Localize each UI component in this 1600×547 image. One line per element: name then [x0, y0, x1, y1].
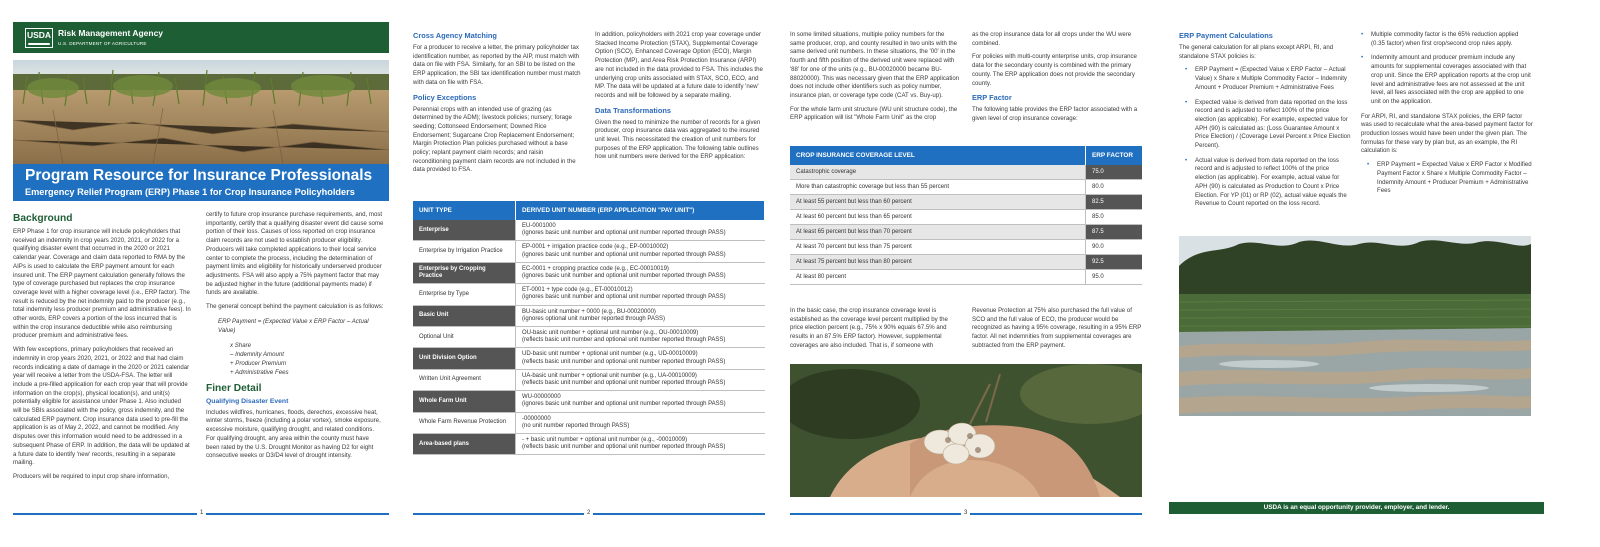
page-subtitle: Emergency Relief Program (ERP) Phase 1 for Crop Insurance Policyholders: [25, 187, 355, 197]
unit-type-cell: Enterprise by Cropping Practice: [413, 262, 516, 283]
erp-factor-intro: The following table provides the ERP factor associated with a given level of crop insurance coverage:: [972, 106, 1138, 122]
flooded-field-photo: [1179, 236, 1531, 416]
page3-column-1: [790, 31, 960, 128]
unit-type-cell: Optional Unit: [413, 327, 516, 348]
derived-unit-cell: [516, 391, 765, 412]
background-paragraph-2: With few exceptions, primary policyholders that received an indemnity in crop years 2020, 2021, or 2022 and that had claim records indicating a date of damage in the 2020 or 2021 calendar year will receive a letter from the USDA-FSA. The letter will include a pre-filled application for each crop year that will provide information on the crop(s), physical location(s), and unit(s) potentially eligible for assistance under Phase 1. Also included will be SBIs associated with the policy, gross indemnity, and the calculated ERP payment. Crop insurance data used to pre-fill the application is as of May 2, 2022, and cannot be modified. Any disputes over this information would need to be addressed in a subsequent Phase of ERP. In addition, the data will be updated at a future date to identify 'new' records, resulting in a separate mailing.: [13, 346, 190, 467]
table-row: [413, 220, 765, 241]
table-row: [413, 262, 765, 283]
derived-unit-line: - + basic unit number + optional unit number (e.g., -00010009): [522, 437, 688, 444]
erp-factor-cell: 80.0: [1086, 180, 1143, 195]
bullet-item: • ERP Payment = (Expected Value x ERP Factor – Actual Value) x Share x Multiple Commodity Factor – Indemnity Amount + Producer Premium + Administrative Fees: [1185, 66, 1351, 92]
coverage-explanation: In the basic case, the crop insurance coverage level is established as the coverage level percent multiplied by the price election percent (e.g., 75% x 90% equals 67.5% and results in an 87.5% ERP factor). However, supplemental coverages are also included. That is, if someone with: [790, 307, 948, 349]
background-column-2: [206, 211, 384, 466]
erp-factor-cell: 85.0: [1086, 210, 1143, 225]
unit-type-cell: Basic Unit: [413, 305, 516, 326]
derived-unit-cell: [516, 262, 765, 283]
bullet-item: • Indemnity amount and producer premium include any amounts for supplemental coverages associated with that crop unit. Since the ERP application reports at the crop unit level and administrative fees are not assessed at the unit level, all fees associated with the crop are applied to one unit on the application.: [1361, 54, 1533, 106]
page3-after-table-1: [790, 307, 960, 356]
table-row: [790, 225, 1142, 240]
unit-type-header: UNIT TYPE: [413, 201, 516, 220]
background-continued: certify to future crop insurance purchase requirements, and, most importantly, certify that a qualifying disaster event did cause some portion of their loss. Causes of loss reported on crop insurance claim records are not used to establish producer eligibility. Producers will take completed applications to their local service center to complete the process, including the determination of payment limits and eligibility for historically underserved producer adjustments. FSA will also apply a 75% payment factor that may be adjusted higher in the future (additional payments made) if funds are available.: [206, 211, 384, 297]
calculation-intro: The general concept behind the payment calculation is as follows:: [206, 303, 384, 311]
page-number: 3: [961, 510, 970, 516]
derived-unit-note: (ignores basic unit number and optional unit number reported through PASS): [522, 401, 726, 408]
table-row: [790, 165, 1142, 180]
multi-county-text: For policies with multi-county enterprise units, crop insurance data for the secondary county is combined with the primary county. The ERP application does not provide the secondary county.: [972, 53, 1137, 87]
qualifying-disaster-heading: Qualifying Disaster Event: [206, 397, 289, 405]
derived-unit-note: (ignores basic unit number and optional unit number reported through PASS): [522, 273, 726, 280]
page4-column-1: [1179, 31, 1351, 215]
derived-unit-cell: [516, 305, 765, 326]
page3-column-2: [972, 31, 1142, 129]
bullet-item: • Actual value is derived from data reported on the loss record and is adjusted to reflect 100% of the price election (as applicable). For example, actual value for APH (90) is calculated as Production to Count x Price Election. For YP (01) or RP (02), actual value equals the Revenue to Count reported on the loss record.: [1185, 157, 1351, 209]
agency-name: Risk Management Agency: [58, 28, 164, 38]
coverage-level-cell: At least 60 percent but less than 65 percent: [790, 210, 1086, 225]
derived-unit-note: (reflects basic unit number and optional unit number reported through PASS): [522, 380, 726, 387]
bullet-item: • Multiple commodity factor is the 65% reduction applied (0.35 factor) when first crop/second crop rules apply.: [1361, 31, 1533, 48]
background-paragraph-1: ERP Phase 1 for crop insurance will include policyholders that received an indemnity in crop years 2020, 2021, or 2022 for a qualifying disaster event that occurred in the 2020 or 2021 calendar year. Coverage and claim data reported to RMA by the AIPs is used to calculate the ERP payment amount for each insured unit. The ERP payment calculation generally follows the type of coverage purchased but replaces the crop insurance coverage level with a higher coverage level (i.e., ERP factor). The result is reduced by the net indemnity paid to the producer (e.g., total indemnity less producer premium and administrative fees). In other words, ERP covers a portion of the loss incurred that is within the crop insurance deductible while also reimbursing producer premium and administrative fees.: [13, 228, 191, 340]
unit-type-cell: Whole Farm Unit: [413, 391, 516, 412]
formula-line: x Share: [230, 341, 252, 349]
background-paragraph-3: Producers will be required to input crop share information,: [13, 472, 170, 480]
calculation-intro: The general calculation for all plans except ARPI, RI, and standalone STAX policies is:: [1179, 44, 1334, 60]
whole-farm-continued: as the crop insurance data for all crops under the WU were combined.: [972, 31, 1132, 47]
table-row: [790, 180, 1142, 195]
unit-type-cell: Enterprise: [413, 220, 516, 241]
supplemental-coverage-text: Revenue Protection at 75% also purchased the full value of SCO and the full value of ECO, the producer would be recognized as having a 95% coverage, resulting in a 95% ERP factor. All net indemnities from supplemental coverages are subtracted from the ERP payment.: [972, 307, 1142, 349]
policy-exceptions-text: Perennial crops with an intended use of grazing (as determined by the ADM); livestock policies; nursery; forage seeding; Cottonseed Endorsement; Downed Rice Endorsement; Sugarcane Crop Replacement Endorsement; Margin Protection Plan policies purchased without a base policy; replant payment claim records; and raisin reconditioning payment claim records are not included in the data provided to FSA.: [413, 105, 576, 174]
erp-factor-table: [790, 146, 1142, 285]
derived-unit-note: (reflects basic unit number and optional unit number reported through PASS): [522, 337, 726, 344]
derived-unit-cell: [516, 434, 765, 455]
table-row: [413, 434, 765, 455]
coverage-level-cell: More than catastrophic coverage but less than 55 percent: [790, 180, 1086, 195]
derived-unit-cell: [516, 220, 765, 241]
page4-column-2: [1361, 31, 1533, 202]
derived-unit-line: WU-00000000: [522, 394, 561, 401]
table-row: [790, 240, 1142, 255]
table-row: [790, 210, 1142, 225]
background-column: [13, 211, 191, 487]
table-row: [790, 195, 1142, 210]
derived-unit-line: BU-basic unit number + 0000 (e.g., BU-00020000): [522, 308, 656, 315]
page2-column-2: [595, 31, 765, 167]
unit-type-cell: Area-based plans: [413, 434, 516, 455]
title-banner: [13, 164, 389, 201]
area-plans-text: For ARPI, RI, and standalone STAX policies, the ERP factor was used to recalculate what the area-based payment factor for production losses would have been under the given plan. The formulas for these vary by plan but, as an example, the RI calculation is:: [1361, 112, 1533, 155]
additional-exceptions-text: In addition, policyholders with 2021 crop year coverage under Stacked Income Protection (STAX), Supplemental Coverage Option (SCO), Enhanced Coverage Option (ECO), Margin Protection (MP), and Area Risk Protection Insurance (ARPI) are not included in the data provided to FSA. This includes the underlying crop units associated with STAX, SCO, ECO, and MP. The data will be updated at a future date to identify 'new' records and will be followed by a separate mailing.: [595, 31, 763, 99]
page-number: 2: [584, 510, 593, 516]
usda-logo: USDA: [25, 28, 53, 48]
coverage-level-cell: Catastrophic coverage: [790, 165, 1086, 180]
derived-unit-note: (ignores basic unit number and optional unit number reported through PASS): [522, 230, 726, 237]
coverage-level-cell: At least 65 percent but less than 70 percent: [790, 225, 1086, 240]
table-row: [413, 412, 765, 433]
derived-unit-line: EP-0001 + irrigation practice code (e.g., EP-00010002): [522, 244, 669, 251]
data-transformations-heading: Data Transformations: [595, 105, 671, 115]
duplicate-units-text: In some limited situations, multiple policy numbers for the same producer, crop, and county resulted in two units with the same derived unit numbers. In these situations, the '00' in the fourth and fifth position of the derived unit were replaced with '88' for one of the units (e.g., BU-00020000 became BU-88020000). This was necessary given that the ERP application does not include other identifiers such as policy number, insurance plan, or coverage type code (CAT vs. Buy-up).: [790, 31, 960, 99]
cross-agency-heading: Cross Agency Matching: [413, 31, 497, 40]
bullet-item: • ERP Payment = Expected Value x ERP Factor x Modified Payment Factor x Share x Multiple Commodity Factor – Indemnity Amount + Producer Premium + Administrative Fees: [1367, 161, 1533, 196]
derived-unit-line: ET-0001 + type code (e.g., ET-00010012): [522, 287, 633, 294]
page-2: [413, 0, 765, 547]
data-transformations-text: Given the need to minimize the number of records for a given producer, crop insurance data was aggregated to the insured unit level. This necessitated the creation of unit numbers for purposes of the ERP application. The following table outlines how unit numbers were derived for the ERP application:: [595, 118, 761, 161]
erp-factor-cell: 82.5: [1086, 195, 1143, 210]
erp-factor-cell: 95.0: [1086, 270, 1143, 285]
coverage-level-header: CROP INSURANCE COVERAGE LEVEL: [790, 146, 1086, 165]
derived-unit-note: (ignores basic unit number and optional unit number reported through PASS): [522, 294, 726, 301]
table-row: [790, 255, 1142, 270]
table-row: [413, 391, 765, 412]
derived-unit-line: EU-0001000: [522, 223, 556, 229]
derived-unit-note: (reflects basic unit number and optional unit number reported through PASS): [522, 444, 726, 451]
derived-unit-header: DERIVED UNIT NUMBER (ERP APPLICATION "PAY UNIT"): [516, 201, 765, 220]
page-title: Program Resource for Insurance Professionals: [25, 167, 373, 184]
erp-factor-cell: 87.5: [1086, 225, 1143, 240]
unit-type-cell: Written Unit Agreement: [413, 369, 516, 390]
usda-header-bar: [13, 22, 389, 53]
table-row: [413, 241, 765, 262]
coverage-level-cell: At least 55 percent but less than 60 percent: [790, 195, 1086, 210]
unit-type-cell: Enterprise by Type: [413, 284, 516, 305]
equal-opportunity-footer: USDA is an equal opportunity provider, employer, and lender.: [1169, 502, 1544, 514]
unit-type-table: [413, 201, 765, 455]
table-row: [413, 327, 765, 348]
derived-unit-line: UD-basic unit number + optional unit number (e.g., UD-00010009): [522, 351, 698, 358]
page-4: [1169, 0, 1544, 547]
drought-field-photo: [13, 60, 389, 164]
background-heading: Background: [13, 213, 73, 224]
derived-unit-note: (ignores basic unit number and optional unit number reported through PASS): [522, 251, 726, 258]
formula-line: – Indemnity Amount: [230, 350, 284, 358]
derived-unit-cell: [516, 369, 765, 390]
derived-unit-line: EC-0001 + cropping practice code (e.g., EC-00010019): [522, 265, 669, 272]
page2-column-1: [413, 31, 581, 180]
payment-formula: [206, 317, 384, 377]
formula-line: + Administrative Fees: [230, 368, 289, 376]
coverage-level-cell: At least 75 percent but less than 80 percent: [790, 255, 1086, 270]
table-row: [413, 369, 765, 390]
damaged-crop-photo: [790, 364, 1142, 497]
derived-unit-note: (ignores optional unit number reported through PASS): [522, 315, 665, 322]
derived-unit-cell: [516, 412, 765, 433]
derived-unit-note: (reflects basic unit number and optional unit number reported through PASS): [522, 358, 726, 365]
page-3: [790, 0, 1142, 547]
policy-exceptions-heading: Policy Exceptions: [413, 92, 477, 102]
erp-factor-cell: 92.5: [1086, 255, 1143, 270]
table-row: [413, 348, 765, 369]
erp-factor-cell: 75.0: [1086, 165, 1143, 180]
derived-unit-line: OU-basic unit number + optional unit number (e.g., OU-00010009): [522, 330, 699, 337]
payment-calculations-heading: ERP Payment Calculations: [1179, 31, 1273, 40]
department-name: U.S. DEPARTMENT OF AGRICULTURE: [58, 41, 147, 46]
derived-unit-cell: [516, 327, 765, 348]
qualifying-disaster-text: Includes wildfires, hurricanes, floods, derechos, excessive heat, winter storms, freeze (including a polar vortex), smoke exposure, excessive moisture, qualifying drought, and related conditions. For qualifying drought, any area within the county must have been rated by the U.S. Drought Monitor as having D2 for eight consecutive weeks or D3/D4 level of drought intensity.: [206, 408, 381, 460]
derived-unit-cell: [516, 348, 765, 369]
erp-factor-heading: ERP Factor: [972, 93, 1012, 103]
derived-unit-line: -00000000: [522, 415, 551, 422]
whole-farm-text: For the whole farm unit structure (WU unit structure code), the ERP application will list "Whole Farm Unit" as the crop: [790, 105, 958, 122]
formula-line: ERP Payment = (Expected Value x ERP Factor – Actual Value): [218, 317, 369, 334]
table-row: [413, 284, 765, 305]
coverage-level-cell: At least 70 percent but less than 75 percent: [790, 240, 1086, 255]
table-row: [413, 305, 765, 326]
cross-agency-text: For a producer to receive a letter, the primary policyholder tax identification number, as reported by the AIP, must match with data on file with FSA. Similarly, for an SBI to be listed on the ERP application, the SBI tax identification number must match with data on file with FSA.: [413, 44, 581, 86]
unit-type-cell: Unit Division Option: [413, 348, 516, 369]
derived-unit-note: (no unit number reported through PASS): [522, 422, 630, 429]
erp-factor-header: ERP FACTOR: [1086, 146, 1143, 165]
bullet-item: • Expected value is derived from data reported on the loss record and is adjusted to reflect 100% of the price election (as applicable). For example, expected value for APH (90) is calculated as: (Loss Guarantee Amount x Price Election) / (Coverage Level Percent x Price Election Percent).: [1185, 99, 1351, 151]
finer-detail-heading: Finer Detail: [206, 382, 262, 394]
unit-type-cell: Enterprise by Irrigation Practice: [413, 241, 516, 262]
page-number: 1: [197, 510, 206, 516]
derived-unit-cell: [516, 284, 765, 305]
coverage-level-cell: At least 80 percent: [790, 270, 1086, 285]
unit-type-cell: Whole Farm Revenue Protection: [413, 412, 516, 433]
derived-unit-cell: [516, 241, 765, 262]
table-row: [790, 270, 1142, 285]
derived-unit-line: UA-basic unit number + optional unit number (e.g., UA-00010009): [522, 372, 697, 379]
erp-factor-cell: 90.0: [1086, 240, 1143, 255]
page3-after-table-2: [972, 307, 1142, 356]
page-1: [13, 0, 389, 547]
formula-line: + Producer Premium: [230, 359, 287, 367]
